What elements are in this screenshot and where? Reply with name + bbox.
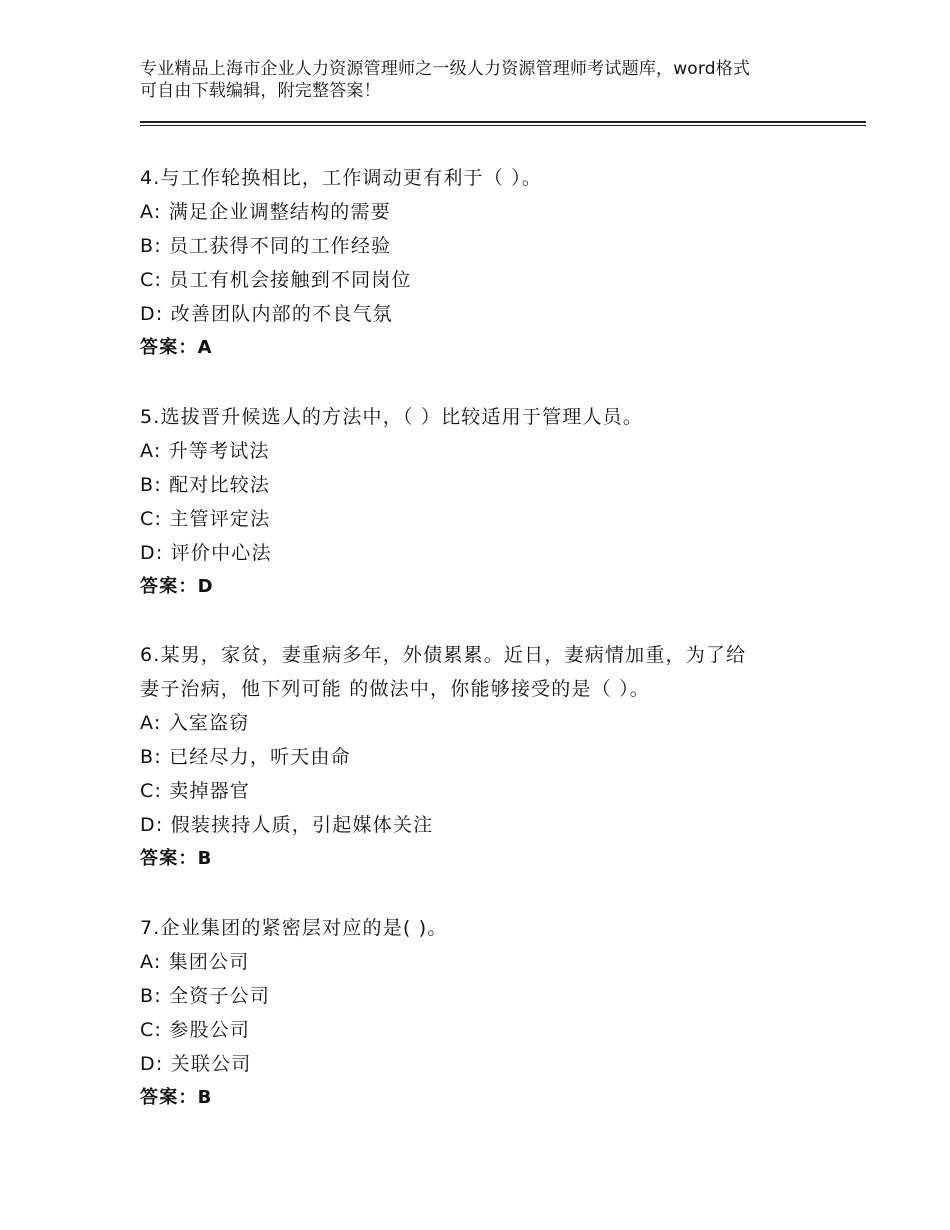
option-b: B: 已经尽力，听天由命	[140, 746, 351, 768]
question-4	[140, 161, 820, 365]
answer-label: 答案：D	[140, 576, 214, 597]
header-line-2: 可自由下载编辑，附完整答案！	[140, 81, 381, 101]
option-d: D: 关联公司	[140, 1053, 252, 1075]
question-stem: 7.企业集团的紧密层对应的是( )。	[140, 917, 448, 939]
question-stem-line-1: 6.某男，家贫，妻重病多年，外债累累。近日，妻病情加重，为了给	[140, 644, 747, 666]
option-a: A: 升等考试法	[140, 440, 270, 462]
option-c: C: 参股公司	[140, 1019, 251, 1041]
option-b: B: 配对比较法	[140, 474, 271, 496]
option-c: C: 卖掉器官	[140, 780, 251, 802]
option-c: C: 员工有机会接触到不同岗位	[140, 269, 412, 291]
header-line-1: 专业精品上海市企业人力资源管理师之一级人力资源管理师考试题库，word格式	[140, 59, 751, 79]
option-a: A: 满足企业调整结构的需要	[140, 201, 391, 223]
option-d: D: 改善团队内部的不良气氛	[140, 303, 393, 325]
question-stem: 4.与工作轮换相比，工作调动更有利于（ ）。	[140, 167, 543, 189]
question-5	[140, 400, 820, 604]
option-c: C: 主管评定法	[140, 508, 271, 530]
question-6	[140, 638, 820, 876]
header-rule-thick	[140, 121, 866, 123]
answer-label: 答案：B	[140, 848, 213, 869]
option-a: A: 入室盗窃	[140, 712, 250, 734]
answer-label: 答案：A	[140, 337, 213, 358]
question-7	[140, 911, 820, 1115]
answer-label: 答案：B	[140, 1087, 213, 1108]
option-b: B: 员工获得不同的工作经验	[140, 235, 392, 257]
document-header	[140, 58, 820, 102]
header-rule-thin	[140, 125, 866, 126]
question-stem-line-2: 妻子治病，他下列可能 的做法中，你能够接受的是（ ）。	[140, 678, 650, 700]
option-a: A: 集团公司	[140, 951, 250, 973]
option-d: D: 评价中心法	[140, 542, 272, 564]
option-d: D: 假装挟持人质，引起媒体关注	[140, 814, 434, 836]
question-stem: 5.选拔晋升候选人的方法中，（ ）比较适用于管理人员。	[140, 406, 644, 428]
option-b: B: 全资子公司	[140, 985, 271, 1007]
